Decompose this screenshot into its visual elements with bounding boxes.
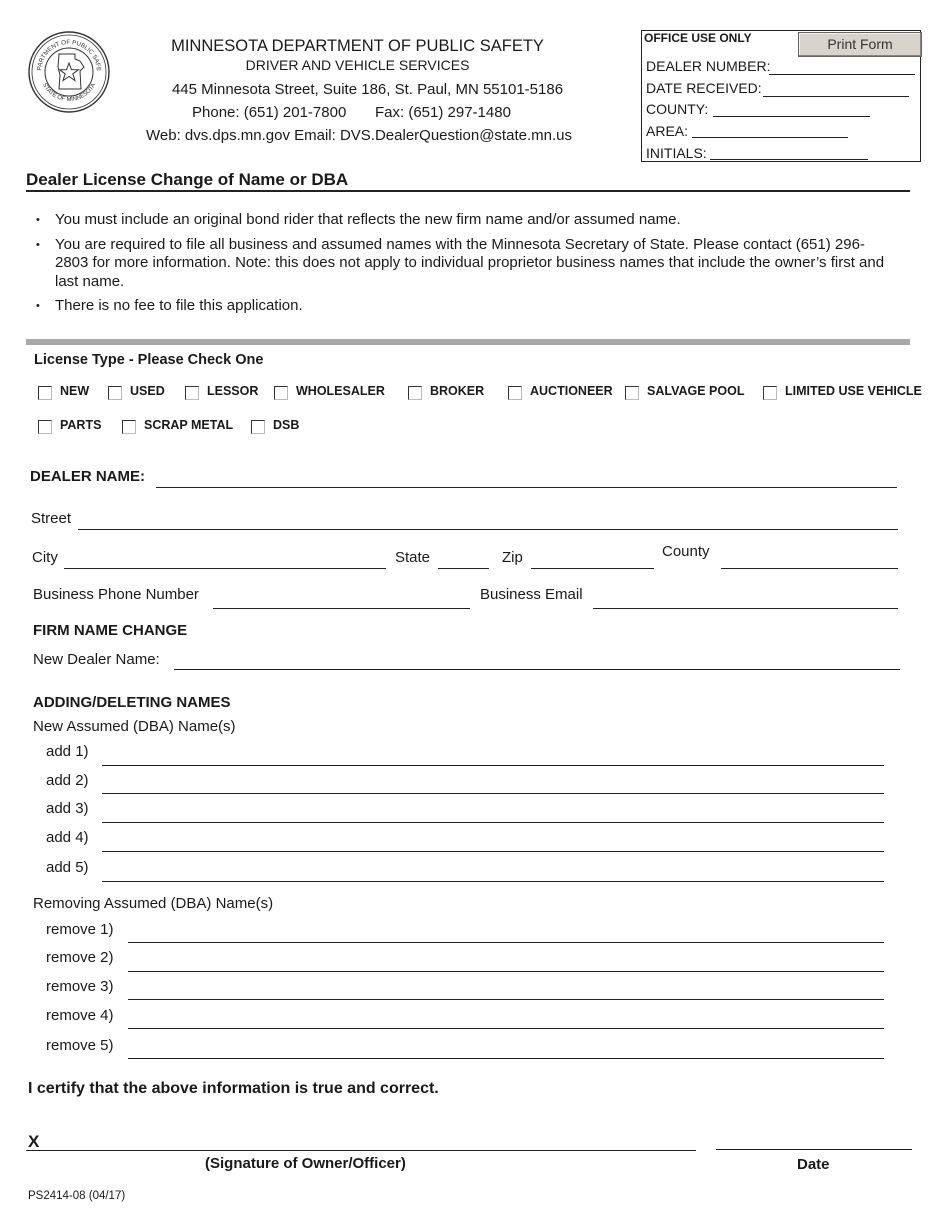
form-number: PS2414-08 (04/17): [28, 1190, 126, 1202]
agency-fax: Fax: (651) 297-1480: [375, 104, 511, 121]
date-field[interactable]: [716, 1149, 912, 1150]
street-label: Street: [31, 510, 72, 527]
zip-label: Zip: [502, 549, 523, 566]
form-title: Dealer License Change of Name or DBA: [26, 170, 349, 189]
instruction-item: • You must include an original bond rider that reflects the new firm name and/or assumed name.: [36, 211, 896, 230]
license-checkbox-scrap-metal[interactable]: [122, 418, 233, 432]
remove-3-label: remove 3): [46, 978, 114, 995]
checkbox-label: NEW: [60, 384, 90, 398]
add-5-label: add 5): [46, 859, 89, 876]
certification-statement: I certify that the above information is true and correct.: [28, 1080, 439, 1097]
checkbox-label: DSB: [273, 418, 300, 432]
instruction-item: • You are required to file all business and assumed names with the Minnesota Secretary of State. Please contact (651) 296-2803 for more information. Note: this does not apply to individual proprietor business names that include the owner’s first and last name.: [36, 236, 896, 292]
office-date-received-field[interactable]: [763, 96, 909, 97]
state-field[interactable]: [438, 568, 489, 569]
office-dealer-number-label: DEALER NUMBER:: [646, 58, 771, 74]
checkbox-box[interactable]: [763, 386, 777, 400]
business-email-label: Business Email: [480, 586, 583, 603]
add-5-field[interactable]: [102, 881, 884, 882]
svg-text:DEPARTMENT OF PUBLIC SAFETY: PARTMENT OF PUBLIC SAFE: [36, 38, 103, 72]
agency-address: 445 Minnesota Street, Suite 186, St. Paul, MN 55101-5186: [171, 81, 564, 98]
signature-label: (Signature of Owner/Officer): [205, 1155, 406, 1172]
agency-name: MINNESOTA DEPARTMENT OF PUBLIC SAFETY: [171, 37, 544, 55]
signature-field[interactable]: [26, 1150, 696, 1151]
checkbox-label: SCRAP METAL: [144, 418, 234, 432]
date-label: Date: [797, 1156, 830, 1173]
checkbox-label: AUCTIONEER: [530, 384, 613, 398]
office-area-field[interactable]: [692, 137, 848, 138]
remove-1-label: remove 1): [46, 921, 114, 938]
checkbox-label: BROKER: [430, 384, 485, 398]
remove-2-label: remove 2): [46, 949, 114, 966]
new-dealer-name-label: New Dealer Name:: [33, 651, 160, 668]
add-1-label: add 1): [46, 743, 89, 760]
checkbox-label: PARTS: [60, 418, 102, 432]
checkbox-box[interactable]: [38, 420, 52, 434]
license-checkbox-auctioneer[interactable]: [508, 384, 613, 398]
license-checkbox-wholesaler[interactable]: [274, 384, 385, 398]
remove-dba-heading: Removing Assumed (DBA) Name(s): [33, 895, 274, 912]
agency-phone: Phone: (651) 201-7800: [192, 104, 347, 121]
print-form-button[interactable]: Print Form: [798, 32, 922, 57]
state-label: State: [395, 549, 431, 566]
checkbox-box[interactable]: [508, 386, 522, 400]
checkbox-label: SALVAGE POOL: [647, 384, 745, 398]
remove-4-label: remove 4): [46, 1007, 114, 1024]
new-dealer-name-field[interactable]: [174, 669, 900, 670]
business-phone-field[interactable]: [213, 608, 470, 609]
checkbox-label: LIMITED USE VEHICLE: [785, 384, 922, 398]
county-label: County: [662, 543, 710, 560]
add-dba-heading: New Assumed (DBA) Name(s): [33, 718, 236, 735]
license-checkbox-limited-use-vehicle[interactable]: [763, 384, 922, 398]
dealer-name-field[interactable]: [156, 487, 897, 488]
checkbox-box[interactable]: [274, 386, 288, 400]
add-4-field[interactable]: [102, 851, 884, 852]
office-dealer-number-field[interactable]: [769, 74, 915, 75]
checkbox-box[interactable]: [185, 386, 199, 400]
checkbox-box[interactable]: [251, 420, 265, 434]
adding-deleting-names-heading: ADDING/DELETING NAMES: [33, 694, 231, 711]
remove-5-label: remove 5): [46, 1037, 114, 1054]
business-phone-label: Business Phone Number: [33, 586, 199, 603]
license-checkbox-lessor[interactable]: [185, 384, 258, 398]
add-2-label: add 2): [46, 772, 89, 789]
add-3-label: add 3): [46, 800, 89, 817]
license-checkbox-dsb[interactable]: [251, 418, 299, 432]
license-checkbox-new[interactable]: [38, 384, 89, 398]
firm-name-change-heading: FIRM NAME CHANGE: [33, 622, 188, 639]
division-name: DRIVER AND VEHICLE SERVICES: [245, 57, 470, 73]
license-checkbox-salvage-pool[interactable]: [625, 384, 744, 398]
office-initials-label: INITIALS:: [646, 145, 707, 161]
city-field[interactable]: [64, 568, 386, 569]
office-date-received-label: DATE RECEIVED:: [646, 80, 762, 96]
business-email-field[interactable]: [593, 608, 898, 609]
state-seal-logo: [28, 31, 110, 113]
license-checkbox-broker[interactable]: [408, 384, 484, 398]
signature-x-mark: X: [28, 1132, 40, 1151]
instructions-list: [36, 211, 896, 322]
agency-web-email: Web: dvs.dps.mn.gov Email: DVS.DealerQuestion@state.mn.us: [146, 127, 572, 144]
checkbox-box[interactable]: [408, 386, 422, 400]
remove-2-field[interactable]: [128, 971, 884, 972]
title-divider: [26, 190, 910, 192]
checkbox-box[interactable]: [38, 386, 52, 400]
office-county-field[interactable]: [713, 116, 870, 117]
checkbox-box[interactable]: [108, 386, 122, 400]
instruction-item: • There is no fee to file this application.: [36, 297, 896, 316]
zip-field[interactable]: [531, 568, 654, 569]
license-checkbox-parts[interactable]: [38, 418, 101, 432]
checkbox-label: USED: [130, 384, 165, 398]
dealer-name-label: DEALER NAME:: [30, 468, 145, 485]
street-field[interactable]: [78, 529, 898, 530]
remove-5-field[interactable]: [128, 1058, 884, 1059]
checkbox-label: LESSOR: [207, 384, 259, 398]
office-county-label: COUNTY:: [646, 101, 709, 117]
checkbox-label: WHOLESALER: [296, 384, 385, 398]
county-field[interactable]: [721, 568, 898, 569]
remove-3-field[interactable]: [128, 999, 884, 1000]
city-label: City: [32, 549, 58, 566]
office-initials-field[interactable]: [710, 159, 868, 160]
office-use-title: OFFICE USE ONLY: [644, 31, 752, 45]
section-divider: [26, 339, 910, 345]
license-type-heading: License Type - Please Check One: [34, 352, 264, 368]
add-4-label: add 4): [46, 829, 89, 846]
checkbox-box[interactable]: [122, 420, 136, 434]
office-area-label: AREA:: [646, 123, 689, 139]
remove-4-field[interactable]: [128, 1028, 884, 1029]
license-checkbox-used[interactable]: [108, 384, 165, 398]
svg-text:STATE OF MINNESOTA: STATE OF MINNESOTA: [40, 82, 98, 104]
add-2-field[interactable]: [102, 793, 884, 794]
remove-1-field[interactable]: [128, 942, 884, 943]
add-1-field[interactable]: [102, 765, 884, 766]
checkbox-box[interactable]: [625, 386, 639, 400]
add-3-field[interactable]: [102, 822, 884, 823]
